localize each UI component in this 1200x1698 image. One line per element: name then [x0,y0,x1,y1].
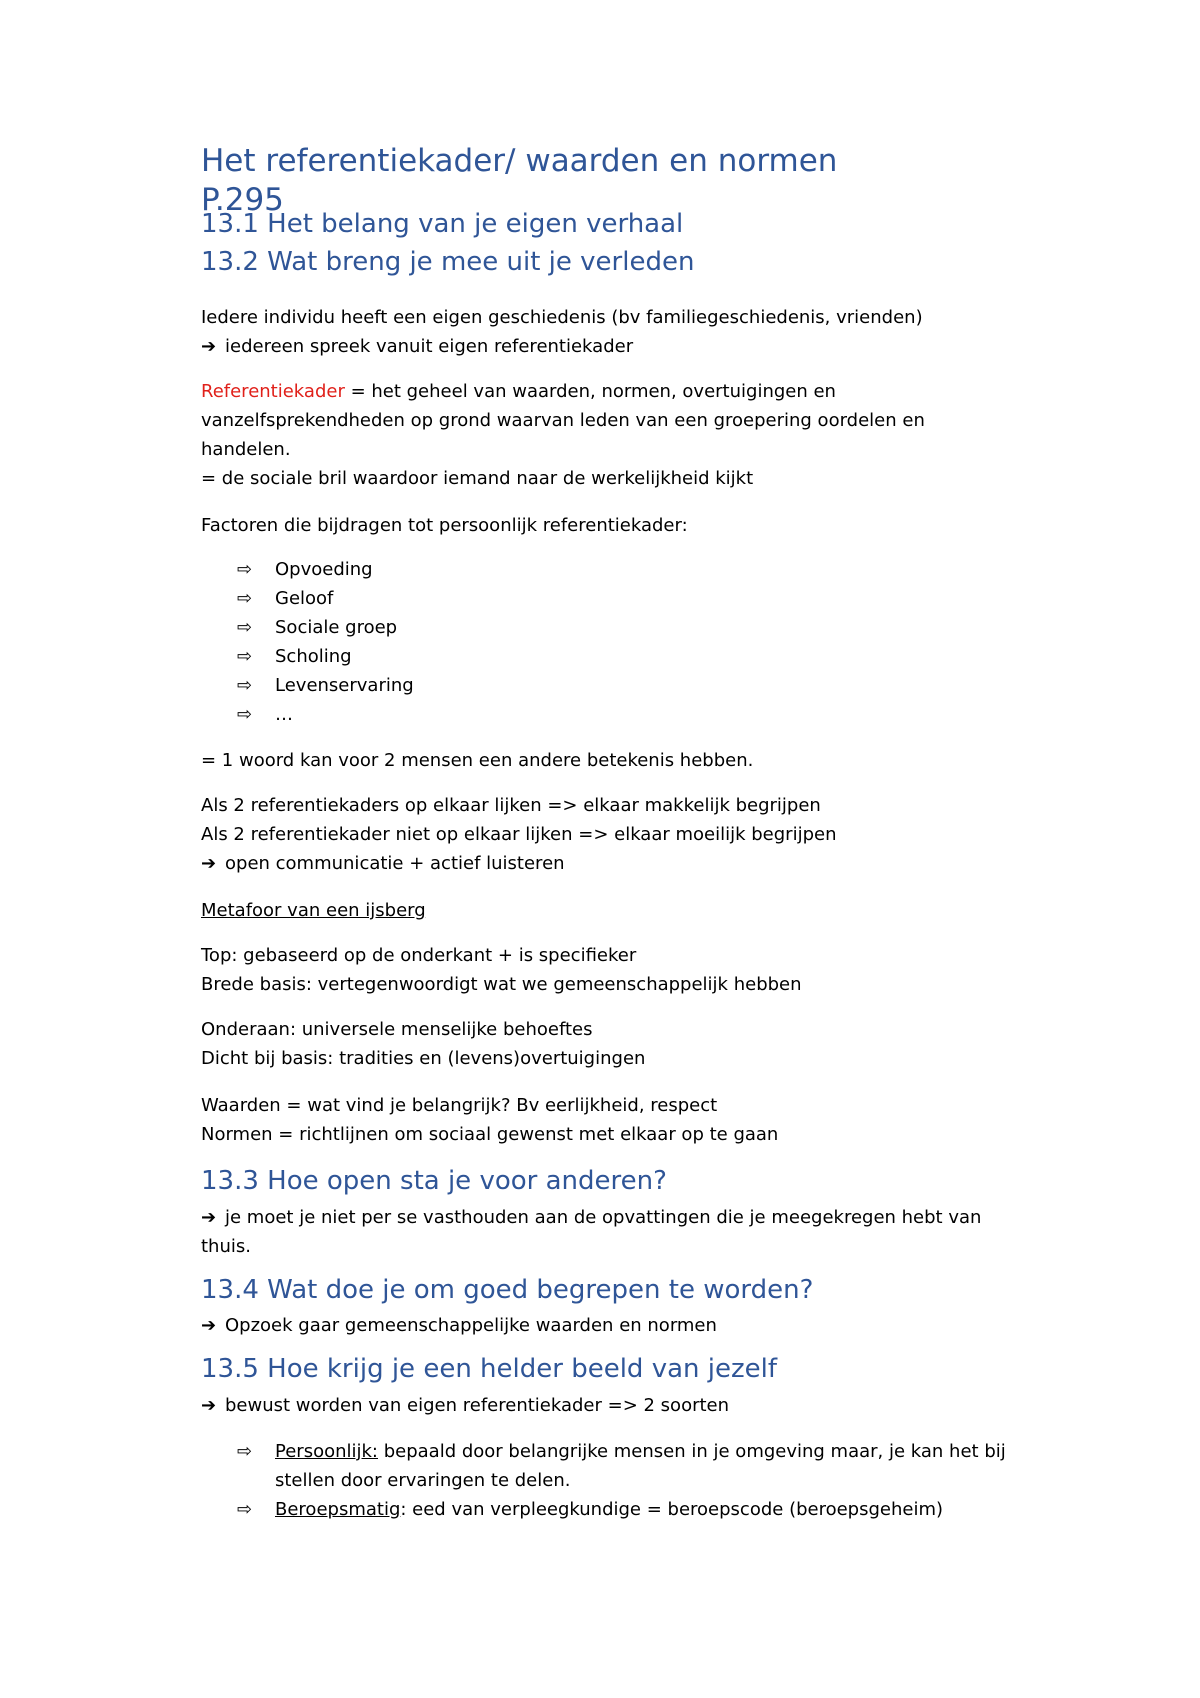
sec3-line-1 [201,1203,981,1232]
normen-definition: Normen = richtlijnen om sociaal gewenst met elkaar op te gaan [201,1124,779,1145]
arrow-right-icon: ➔ [201,1207,217,1228]
definition-line-1 [201,377,836,406]
title-line-1: Het referentiekader/ waarden en normen [201,143,838,179]
waarden-definition: Waarden = wat vind je belangrijk? Bv eerlijkheid, respect [201,1095,718,1116]
outline-arrow-icon: ⇨ [237,704,253,725]
soort-text [275,1437,1006,1466]
arrow-right-icon: ➔ [201,853,217,874]
arrow-line-referentiekader [201,332,633,361]
sec5-line-1 [201,1391,729,1420]
arrow-right-icon: ➔ [201,1395,217,1416]
factor-label: Scholing [275,646,352,667]
outline-arrow-icon: ⇨ [237,588,253,609]
outline-arrow-icon: ⇨ [237,675,253,696]
definition-text: = het geheel van waarden, normen, overtuigingen en [344,381,836,402]
sec4-line-1 [201,1311,717,1340]
word-meaning-line: = 1 woord kan voor 2 mensen een andere betekenis hebben. [201,750,754,771]
metafoor-heading: Metafoor van een ijsberg [201,900,426,921]
heading-13-5: 13.5 Hoe krijg je een helder beeld van jezelf [201,1354,777,1384]
heading-13-2: 13.2 Wat breng je mee uit je verleden [201,247,695,277]
ijsberg-top: Top: gebaseerd op de onderkant + is specifieker [201,945,637,966]
ijsberg-dicht-bij-basis: Dicht bij basis: tradities en (levens)overtuigingen [201,1048,646,1069]
factor-label: Opvoeding [275,559,373,580]
arrow-line-text: je moet je niet per se vasthouden aan de opvattingen die je meegekregen hebt van [225,1207,982,1228]
arrow-right-icon: ➔ [201,1315,217,1336]
factors-intro: Factoren die bijdragen tot persoonlijk referentiekader: [201,515,688,536]
paragraph-individu: Iedere individu heeft een eigen geschiedenis (bv familiegeschiedenis, vrienden) [201,307,923,328]
als-line-1: Als 2 referentiekaders op elkaar lijken => elkaar makkelijk begrijpen [201,795,821,816]
outline-arrow-icon: ⇨ [237,646,253,667]
soort-description: : eed van verpleegkundige = beroepscode (beroepsgeheim) [400,1499,944,1520]
factor-label: Sociale groep [275,617,398,638]
arrow-right-icon: ➔ [201,336,217,357]
heading-13-1: 13.1 Het belang van je eigen verhaal [201,209,684,239]
heading-13-4: 13.4 Wat doe je om goed begrepen te worden? [201,1275,814,1305]
arrow-line-communicatie [201,849,565,878]
definition-line-2: vanzelfsprekendheden op grond waarvan leden van een groepering oordelen en [201,410,925,431]
soort-text [275,1495,943,1524]
soort-term: Persoonlijk: [275,1441,378,1462]
sec3-line-2: thuis. [201,1236,251,1257]
title-line-2: P.295 [201,182,284,218]
arrow-line-text: iedereen spreek vanuit eigen referentiekader [225,336,634,357]
outline-arrow-icon: ⇨ [237,559,253,580]
outline-arrow-icon: ⇨ [237,1499,253,1520]
soort-term: Beroepsmatig [275,1499,401,1520]
factor-label: Geloof [275,588,334,609]
ijsberg-onderaan: Onderaan: universele menselijke behoeftes [201,1019,593,1040]
definition-term: Referentiekader [201,381,345,402]
soort-description-cont: stellen door ervaringen te delen. [275,1470,571,1491]
soort-description: bepaald door belangrijke mensen in je omgeving maar, je kan het bij [378,1441,1006,1462]
als-line-2: Als 2 referentiekader niet op elkaar lijken => elkaar moeilijk begrijpen [201,824,837,845]
factor-label: Levenservaring [275,675,414,696]
ijsberg-brede-basis: Brede basis: vertegenwoordigt wat we gemeenschappelijk hebben [201,974,802,995]
heading-13-3: 13.3 Hoe open sta je voor anderen? [201,1166,667,1196]
arrow-line-text: open communicatie + actief luisteren [225,853,565,874]
arrow-line-text: Opzoek gaar gemeenschappelijke waarden en normen [225,1315,717,1336]
outline-arrow-icon: ⇨ [237,1441,253,1462]
definition-line-3: handelen. [201,439,291,460]
arrow-line-text: bewust worden van eigen referentiekader => 2 soorten [225,1395,730,1416]
outline-arrow-icon: ⇨ [237,617,253,638]
definition-line-4: = de sociale bril waardoor iemand naar de werkelijkheid kijkt [201,468,754,489]
factor-label: … [275,704,293,725]
